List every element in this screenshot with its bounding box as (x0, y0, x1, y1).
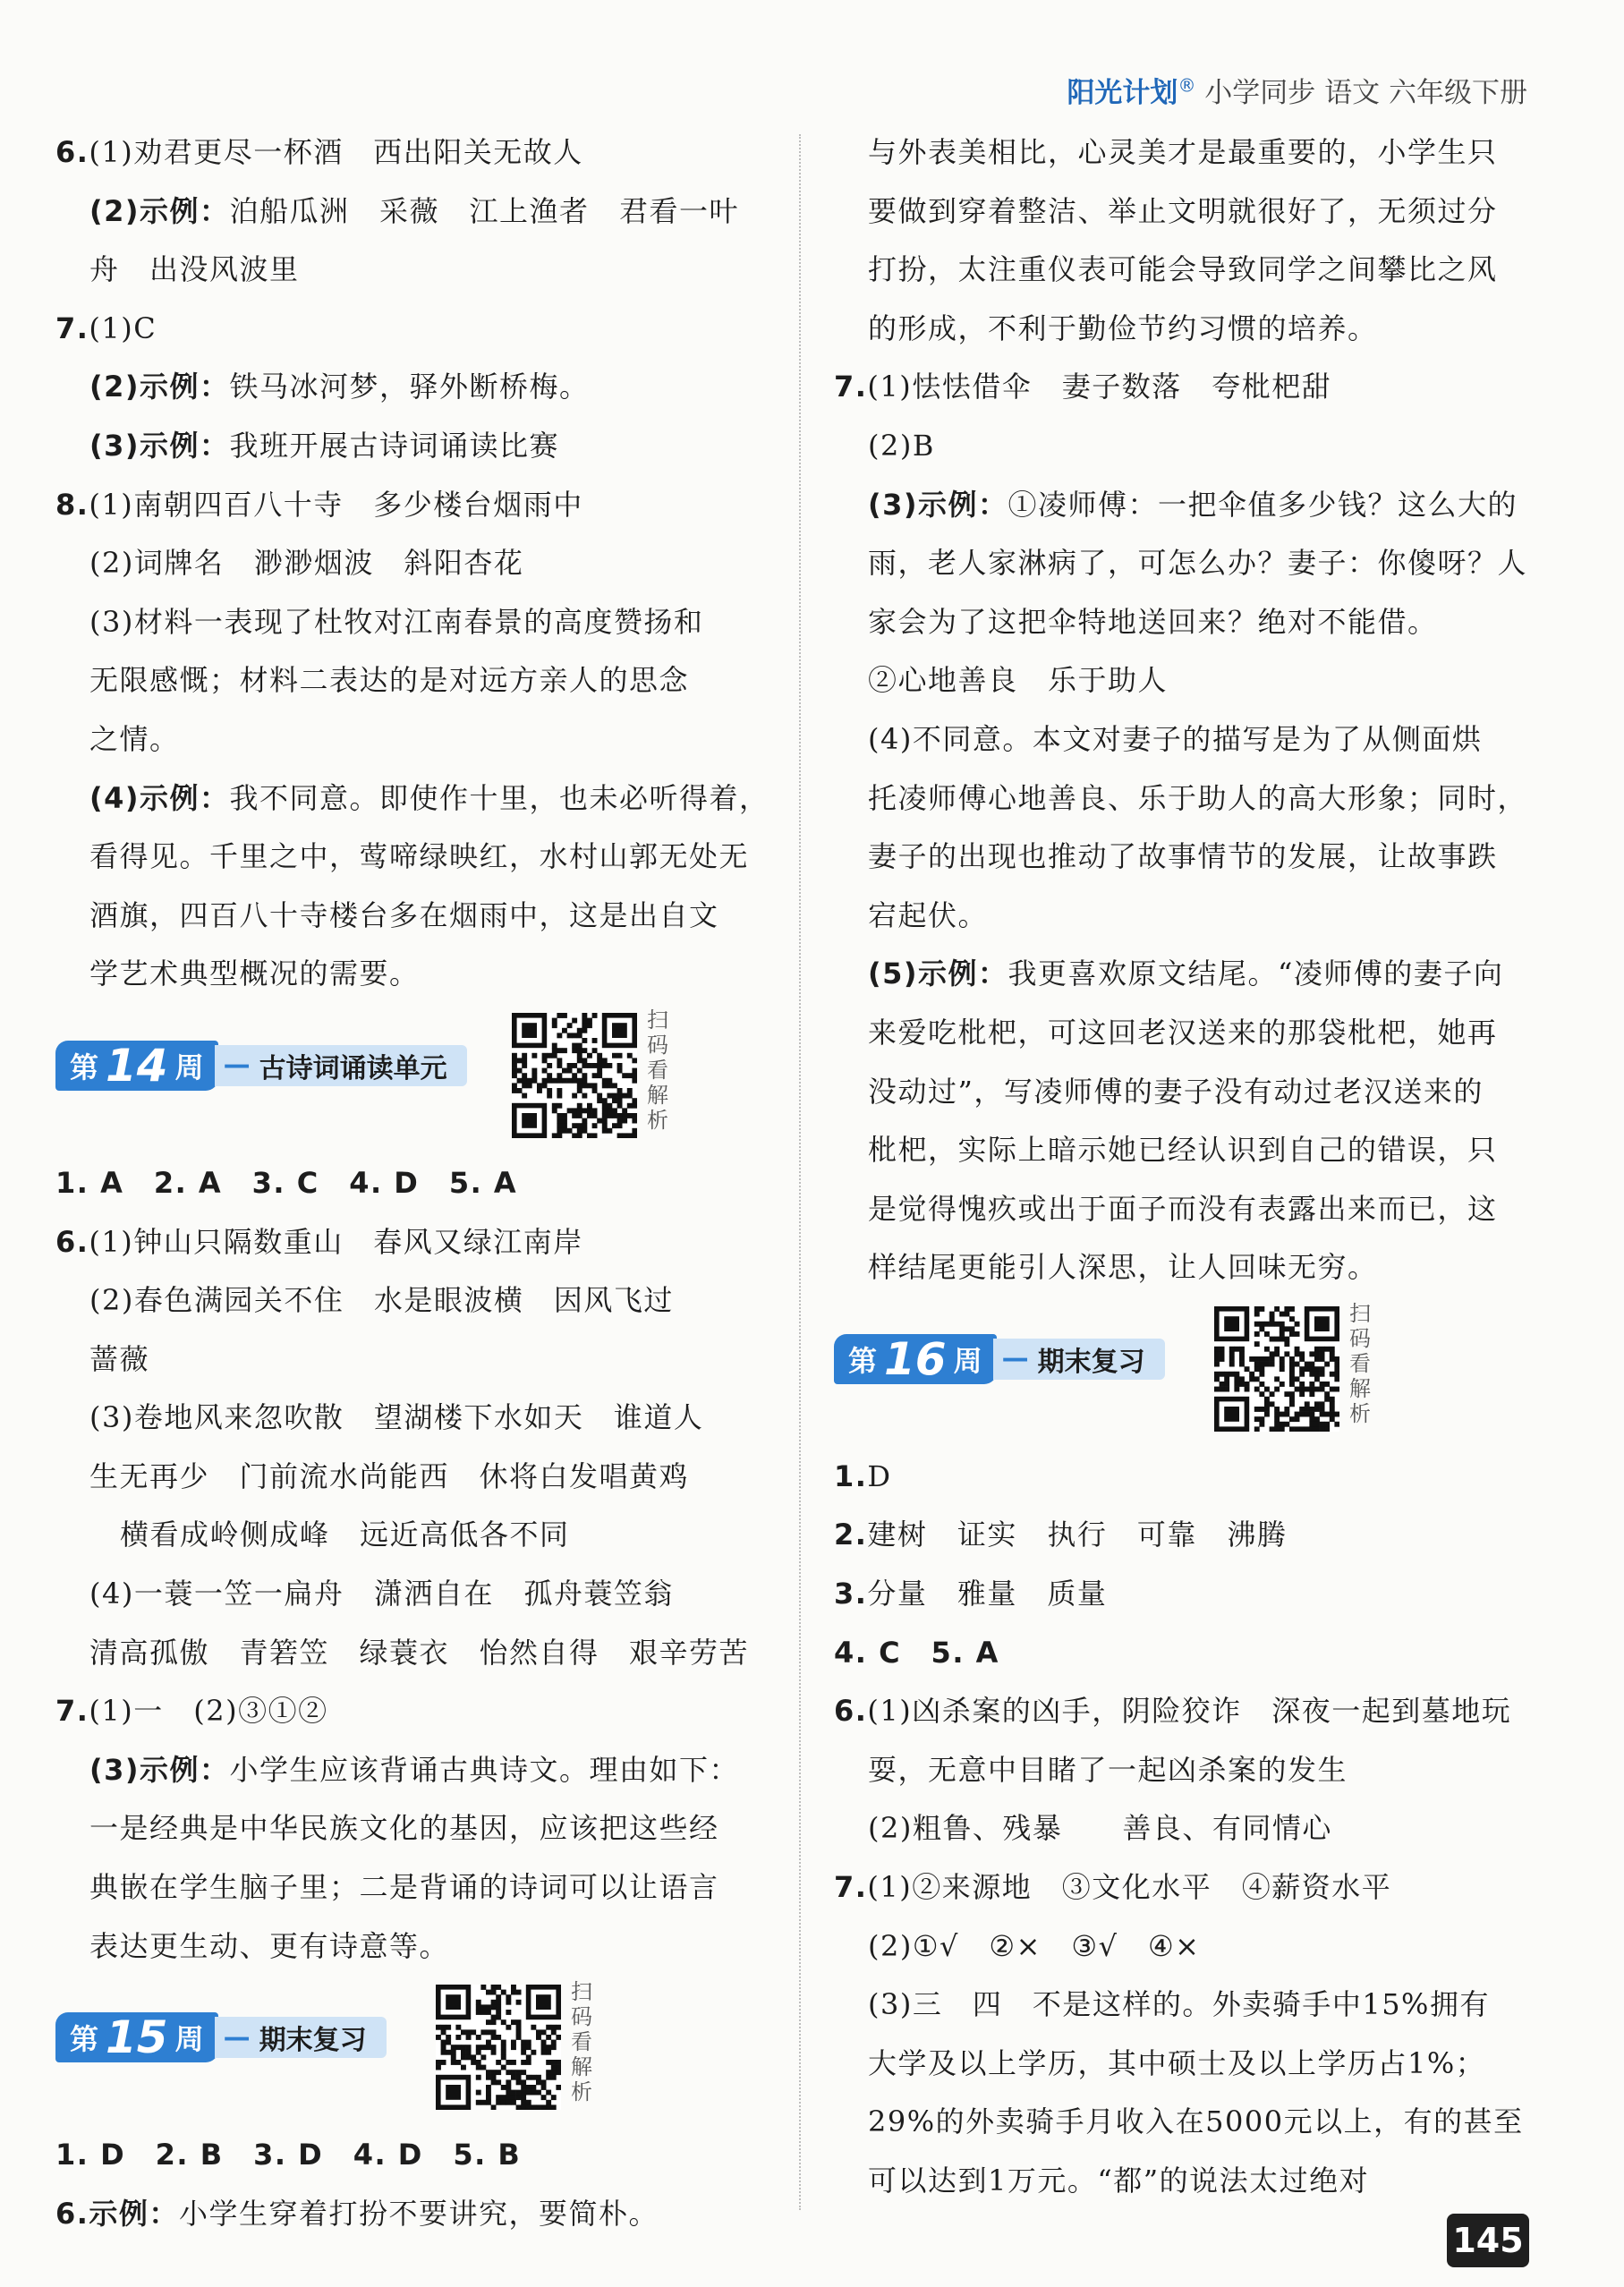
example-label: (3)示例： (89, 428, 230, 463)
example-label: (5)示例： (868, 956, 1008, 991)
answer-text: 样结尾更能引人深思，让人回味无穷。 (868, 1250, 1378, 1285)
answer-line (834, 1565, 1541, 1624)
answer-text: 铁马冰河梦，驿外断桥梅。 (229, 370, 590, 404)
column-divider (799, 134, 801, 2210)
example-label: (4)示例： (89, 780, 230, 815)
answer-line (55, 123, 762, 183)
answer-text: 1. D 2. B 3. D 4. D 5. B (55, 2138, 522, 2172)
answer-line (834, 1917, 1541, 1977)
answer-line (55, 887, 762, 946)
week-banner (834, 1331, 1165, 1387)
qr-label: 扫码看解析 (1349, 1300, 1371, 1426)
week-14-section (55, 1004, 762, 1154)
answer-line (55, 417, 762, 476)
answer-line (834, 358, 1541, 417)
answer-line (55, 1741, 762, 1800)
week-banner (55, 2010, 387, 2065)
answer-text: (1)凶杀案的凶手，阴险狡诈 深夜一起到墓地玩 (867, 1694, 1512, 1729)
answer-line (834, 241, 1541, 300)
answer-text: 雨，老人家淋病了，可怎么办？妻子：你傻呀？人 (868, 546, 1528, 581)
left-column (55, 123, 769, 2243)
answer-text: 我班开展古诗词诵读比赛 (229, 428, 560, 463)
answer-line (55, 1858, 762, 1917)
week-number: 14 (106, 1039, 168, 1092)
answer-text: 耍，无意中目睹了一起凶杀案的发生 (868, 1752, 1348, 1787)
week-badge (55, 1041, 218, 1091)
question-number: 7. (55, 1694, 89, 1729)
answer-text: 看得见。千里之中，莺啼绿映红，水村山郭无处无 (89, 839, 750, 874)
question-number: 6. (55, 2196, 89, 2231)
answer-line (834, 1238, 1541, 1297)
answer-text: (1)②来源地 ③文化水平 ④薪资水平 (867, 1870, 1392, 1905)
answer-text: ①凌师傅：一把伞值多少钱？这么大的 (1008, 487, 1518, 522)
answer-text: 要做到穿着整洁、举止文明就很好了，无须过分 (868, 193, 1498, 228)
answer-line (55, 1506, 762, 1565)
answer-line (834, 769, 1541, 829)
dash-icon: — (223, 1050, 251, 1082)
week-title: 古诗词诵读单元 (259, 1052, 447, 1084)
answer-text: (2)①√ ②× ③√ ④× (868, 1928, 1201, 1963)
answer-line (55, 1917, 762, 1977)
answer-text: (1)一 (2)③①② (89, 1694, 328, 1729)
qr-label: 扫码看解析 (571, 1979, 592, 2105)
answer-text: 托凌师傅心地善良、乐于助人的高大形象；同时， (868, 780, 1528, 815)
week-prefix: 第 (848, 1343, 878, 1378)
question-number: 2. (834, 1518, 868, 1552)
answer-text: (3)三 四 不是这样的。外卖骑手中15%拥有 (868, 1987, 1490, 2022)
answer-line (834, 1004, 1541, 1063)
question-number: 7. (834, 370, 868, 404)
answer-text: (1)南朝四百八十寺 多少楼台烟雨中 (89, 487, 583, 522)
answer-text: 没动过”，写凌师傅的妻子没有动过老汉送来的 (868, 1074, 1484, 1109)
answer-line (834, 1063, 1541, 1122)
answer-line (834, 183, 1541, 242)
answer-line (55, 1154, 762, 1213)
answer-text: D (867, 1458, 892, 1493)
week-badge (55, 2012, 218, 2062)
answer-line (834, 1180, 1541, 1239)
week-title: 期末复习 (259, 2025, 367, 2057)
answer-text: 来爱吃枇杷，可这回老汉送来的那袋枇杷，她再 (868, 1015, 1498, 1050)
answer-line (834, 2152, 1541, 2211)
answer-line (834, 1121, 1541, 1180)
qr-code-icon[interactable] (512, 1013, 637, 1138)
answer-text: 蔷薇 (89, 1341, 150, 1376)
answer-text: 典嵌在学生脑子里；二是背诵的诗词可以让语言 (89, 1870, 719, 1905)
answer-text: 表达更生动、更有诗意等。 (89, 1928, 450, 1963)
answer-text: 枇杷，实际上暗示她已经认识到自己的错误，只 (868, 1133, 1498, 1168)
answer-line (834, 300, 1541, 359)
example-label: (2)示例： (89, 370, 230, 404)
answer-text: 之情。 (89, 721, 180, 756)
answer-text: (1)劝君更尽一杯酒 西出阳关无故人 (89, 135, 583, 169)
answer-line (834, 593, 1541, 652)
week-15-section (55, 1976, 762, 2126)
week-title-bar (215, 2017, 387, 2058)
left-mid-answers (55, 1154, 762, 1976)
answer-text: 我更喜欢原文结尾。“凌师傅的妻子向 (1008, 956, 1504, 991)
answer-line (834, 2035, 1541, 2094)
answer-text: (2)词牌名 渺渺烟波 斜阳杏花 (89, 546, 524, 581)
right-top-answers (834, 123, 1541, 1297)
answer-line (834, 1858, 1541, 1917)
question-number: 6. (55, 1224, 89, 1259)
answer-line (55, 2185, 762, 2244)
question-number: 6. (55, 135, 89, 169)
question-number: 7. (834, 1870, 868, 1905)
question-number: 6. (834, 1694, 868, 1729)
answer-text: 的形成，不利于勤俭节约习惯的培养。 (868, 310, 1378, 345)
answer-text: (3)材料一表现了杜牧对江南春景的高度赞扬和 (89, 604, 704, 639)
answer-line (55, 300, 762, 359)
answer-text: 一是经典是中华民族文化的基因，应该把这些经 (89, 1811, 719, 1846)
week-16-section (834, 1297, 1541, 1448)
answer-line (55, 710, 762, 769)
answer-text: 酒旗，四百八十寺楼台多在烟雨中，这是出自文 (89, 897, 719, 932)
left-top-answers (55, 123, 769, 1004)
answer-line (834, 1799, 1541, 1858)
answer-line (834, 123, 1541, 183)
answer-text: 是觉得愧疚或出于面子而没有表露出来而已，这 (868, 1191, 1498, 1226)
qr-code-icon[interactable] (1214, 1306, 1339, 1432)
answer-line (55, 1565, 762, 1624)
answer-text: 宕起伏。 (868, 897, 989, 932)
question-number: 7. (55, 310, 89, 345)
answer-text: 泊船瓜洲 采薇 江上渔者 君看一叶 (229, 193, 740, 228)
answer-text: 1. A 2. A 3. C 4. D 5. A (55, 1165, 518, 1200)
answer-line (55, 1389, 762, 1448)
answer-text: 小学生穿着打扮不要讲究，要简朴。 (178, 2196, 659, 2231)
answer-text: 4. C 5. A (834, 1635, 999, 1670)
answer-line (55, 183, 762, 242)
answer-text: 打扮，太注重仪表可能会导致同学之间攀比之风 (868, 252, 1498, 287)
week-title: 期末复习 (1037, 1346, 1145, 1378)
answer-text: 家会为了这把伞特地送回来？绝对不能借。 (868, 604, 1438, 639)
answer-text: (1)钟山只隔数重山 春风又绿江南岸 (89, 1224, 583, 1259)
week-number: 16 (884, 1332, 947, 1385)
qr-code-icon[interactable] (436, 1985, 561, 2110)
answer-line (834, 1506, 1541, 1565)
answer-line (55, 593, 762, 652)
answer-line (834, 828, 1541, 887)
right-column (834, 123, 1541, 2211)
question-number: 8. (55, 487, 89, 522)
answer-line (834, 887, 1541, 946)
registered-mark: ® (1178, 74, 1196, 97)
answer-line (834, 1741, 1541, 1800)
page-number: 145 (1447, 2214, 1529, 2267)
answer-text: 妻子的出现也推动了故事情节的发展，让故事跌 (868, 839, 1498, 874)
answer-text: 分量 雅量 质量 (867, 1577, 1108, 1611)
dash-icon: — (223, 2021, 251, 2053)
answer-line (55, 476, 762, 535)
answer-text: 我不同意。即使作十里，也未必听得着， (229, 780, 769, 815)
answer-line (55, 358, 762, 417)
example-label: 示例： (89, 2196, 179, 2231)
week-suffix: 周 (174, 2022, 204, 2057)
question-number: 1. (834, 1458, 868, 1493)
answer-line (55, 534, 762, 593)
answer-line (834, 1682, 1541, 1741)
answer-text: 可以达到1万元。“都”的说法太过绝对 (868, 2164, 1370, 2198)
answer-text: (2)B (868, 428, 935, 463)
qr-label: 扫码看解析 (647, 1007, 668, 1133)
week-banner (55, 1038, 467, 1093)
answer-text: (1)C (89, 310, 157, 345)
answer-text: (2)粗鲁、残暴 善良、有同情心 (868, 1811, 1332, 1846)
answer-line (55, 1448, 762, 1507)
answer-line (55, 1799, 762, 1858)
answer-line (834, 1624, 1541, 1683)
answer-line (834, 476, 1541, 535)
book-subtitle: 小学同步 语文 六年级下册 (1195, 77, 1527, 109)
answer-line (834, 417, 1541, 476)
question-number: 3. (834, 1577, 868, 1611)
answer-line (55, 769, 769, 829)
week-prefix: 第 (70, 2022, 99, 2057)
week-title-bar (993, 1339, 1165, 1380)
answer-text: 与外表美相比，心灵美才是最重要的，小学生只 (868, 135, 1498, 169)
answer-text: 舟 出没风波里 (89, 252, 300, 287)
answer-line (55, 1682, 762, 1741)
answer-line (55, 1271, 762, 1331)
answer-line (834, 534, 1541, 593)
answer-line (834, 945, 1541, 1004)
answer-text: 小学生应该背诵古典诗文。理由如下： (229, 1752, 740, 1787)
answer-line (55, 1331, 762, 1390)
answer-text: (4)一蓑一笠一扁舟 潇洒自在 孤舟蓑笠翁 (89, 1577, 674, 1611)
week-number: 15 (106, 2011, 168, 2064)
answer-line (55, 828, 762, 887)
answer-line (834, 2093, 1541, 2152)
week-suffix: 周 (174, 1050, 204, 1084)
answer-text: (3)卷地风来忽吹散 望湖楼下水如天 谁道人 (89, 1400, 704, 1435)
answer-text: 清高孤傲 青箬笠 绿蓑衣 怡然自得 艰辛劳苦 (89, 1635, 750, 1670)
answer-text: (4)不同意。本文对妻子的描写是为了从侧面烘 (868, 721, 1483, 756)
answer-line (55, 1213, 762, 1272)
answer-line (834, 651, 1541, 710)
example-label: (3)示例： (868, 487, 1008, 522)
answer-text: (1)怯怯借伞 妻子数落 夸枇杷甜 (867, 370, 1332, 404)
answer-text: (2)春色满园关不住 水是眼波横 因风飞过 (89, 1283, 674, 1318)
left-bottom-answers (55, 2126, 762, 2243)
answer-text: 无限感慨；材料二表达的是对远方亲人的思念 (89, 663, 690, 698)
answer-line (55, 2126, 762, 2185)
answer-text: 横看成岭侧成峰 远近高低各不同 (120, 1518, 570, 1552)
example-label: (2)示例： (89, 193, 230, 228)
right-bottom-answers (834, 1448, 1541, 2211)
answer-text: 学艺术典型概况的需要。 (89, 956, 420, 991)
answer-line (834, 1976, 1541, 2035)
answer-text: 建树 证实 执行 可靠 沸腾 (867, 1518, 1288, 1552)
answer-line (834, 1448, 1541, 1507)
answer-line (55, 945, 762, 1004)
week-suffix: 周 (953, 1343, 982, 1378)
page-header (1067, 70, 1527, 110)
answer-text: 生无再少 门前流水尚能西 休将白发唱黄鸡 (89, 1458, 690, 1493)
dash-icon: — (1001, 1343, 1029, 1375)
answer-line (55, 651, 762, 710)
week-prefix: 第 (70, 1050, 99, 1084)
week-title-bar (215, 1045, 467, 1086)
answer-line (55, 1624, 762, 1683)
answer-text: ②心地善良 乐于助人 (868, 663, 1169, 698)
answer-text: 大学及以上学历，其中硕士及以上学历占1%； (868, 2045, 1486, 2080)
answer-line (55, 241, 762, 300)
answer-line (834, 710, 1541, 769)
answer-text: 29%的外卖骑手月收入在5000元以上，有的甚至 (868, 2104, 1524, 2139)
week-badge (834, 1334, 997, 1384)
brand-name: 阳光计划 (1067, 77, 1178, 109)
example-label: (3)示例： (89, 1752, 230, 1787)
